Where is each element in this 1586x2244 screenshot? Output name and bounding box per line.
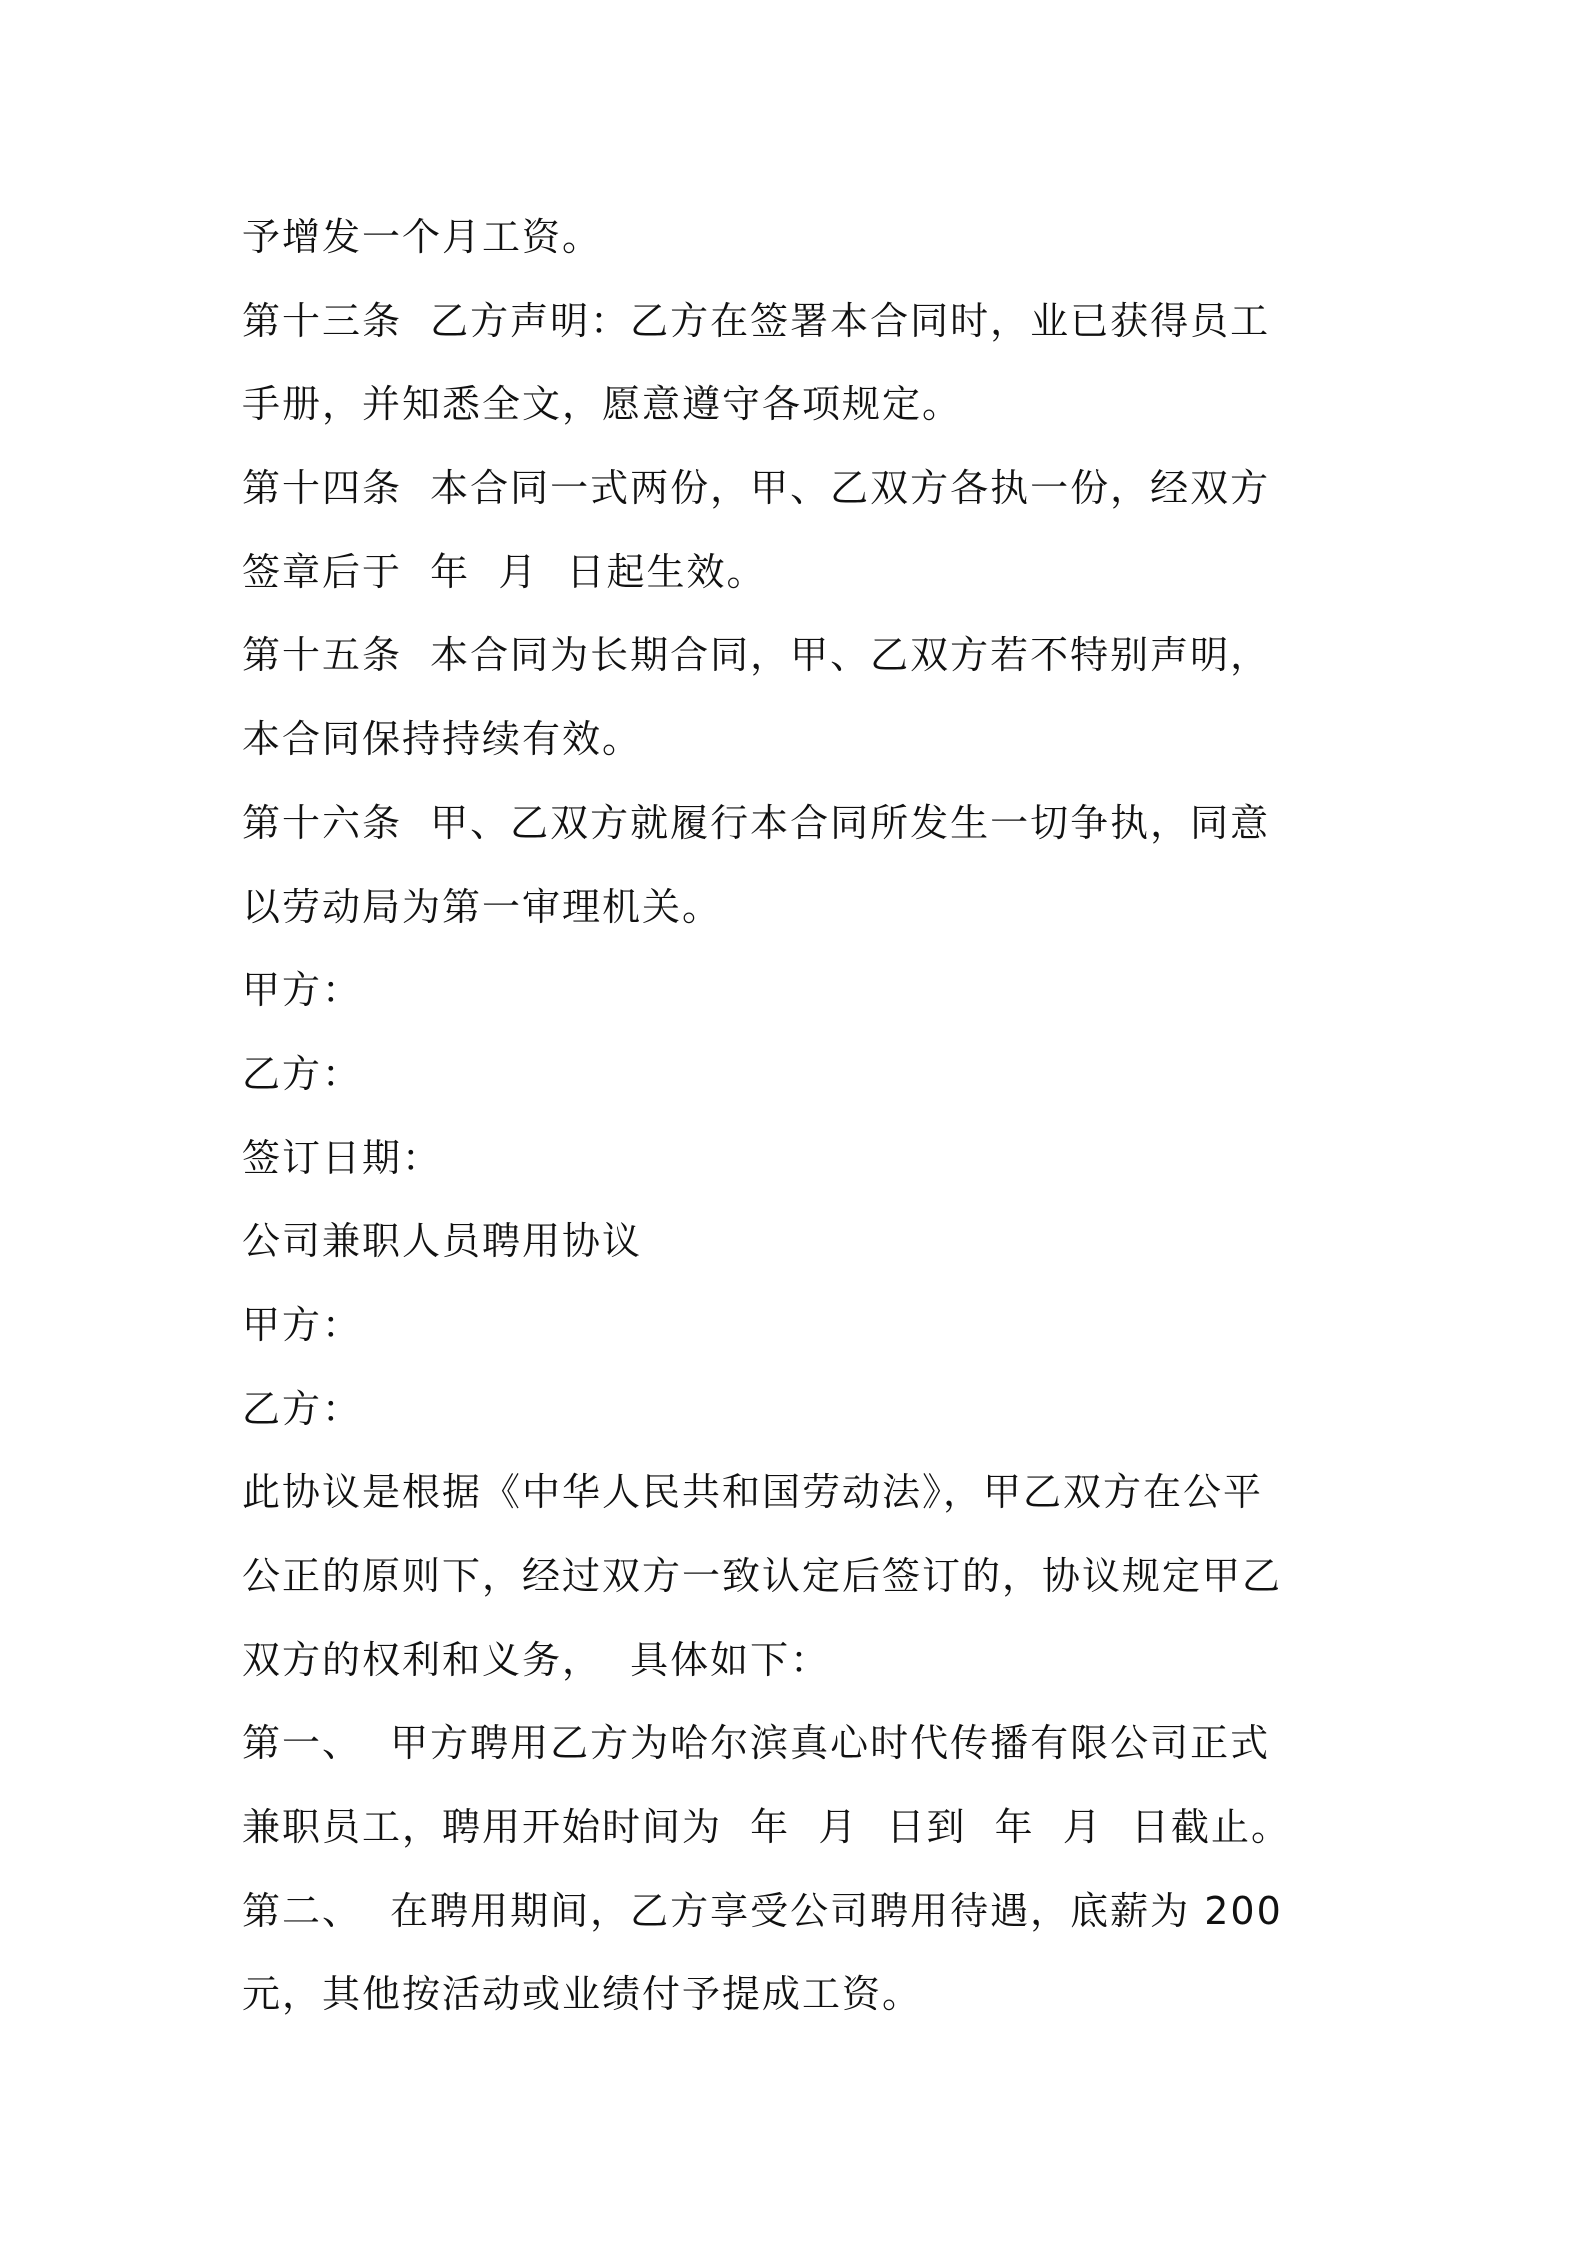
document-body: [242, 196, 1357, 2037]
text-line-clause-2-cont: 元，其他按活动或业绩付予提成工资。: [242, 1972, 923, 2017]
text-line-salary-bonus: 予增发一个月工资。: [242, 215, 603, 259]
text-line-clause-1-cont: 兼职员工，聘用开始时间为 年 月 日到 年 月 日截止。: [242, 1805, 1291, 1850]
text-line-clause-1: 第一、 甲方聘用乙方为哈尔滨真心时代传播有限公司正式: [242, 1721, 1271, 1766]
party-b-label: 乙方：: [242, 1051, 363, 1096]
party-a-label: 甲方：: [242, 968, 363, 1013]
text-line-article-14: 第十四条 本合同一式两份，甲、乙双方各执一份，经双方: [242, 466, 1271, 511]
agreement-party-a-label: 甲方：: [242, 1302, 363, 1347]
agreement-title: 公司兼职人员聘用协议: [242, 1219, 643, 1264]
text-line-article-13: 第十三条 乙方声明：乙方在签署本合同时，业已获得员工: [242, 298, 1271, 343]
text-line-intro-2: 公正的原则下，经过双方一致认定后签订的，协议规定甲乙: [242, 1554, 1283, 1598]
text-line-intro-3: 双方的权利和义务， 具体如下：: [242, 1637, 831, 1682]
text-line-article-15-cont: 本合同保持持续有效。: [242, 717, 643, 762]
signing-date-label: 签订日期：: [242, 1135, 443, 1180]
text-line-intro-1: 此协议是根据《中华人民共和国劳动法》，甲乙双方在公平: [242, 1470, 1264, 1515]
text-line-article-16: 第十六条 甲、乙双方就履行本合同所发生一切争执，同意: [242, 800, 1271, 845]
text-line-article-13-cont: 手册，并知悉全文，愿意遵守各项规定。: [242, 382, 963, 427]
text-line-article-14-cont: 签章后于 年 月 日起生效。: [242, 549, 767, 594]
agreement-party-b-label: 乙方：: [242, 1386, 363, 1431]
text-line-article-15: 第十五条 本合同为长期合同，甲、乙双方若不特别声明，: [242, 633, 1271, 678]
text-line-clause-2: 第二、 在聘用期间，乙方享受公司聘用待遇，底薪为 200: [242, 1888, 1283, 1933]
text-line-article-16-cont: 以劳动局为第一审理机关。: [242, 884, 723, 929]
